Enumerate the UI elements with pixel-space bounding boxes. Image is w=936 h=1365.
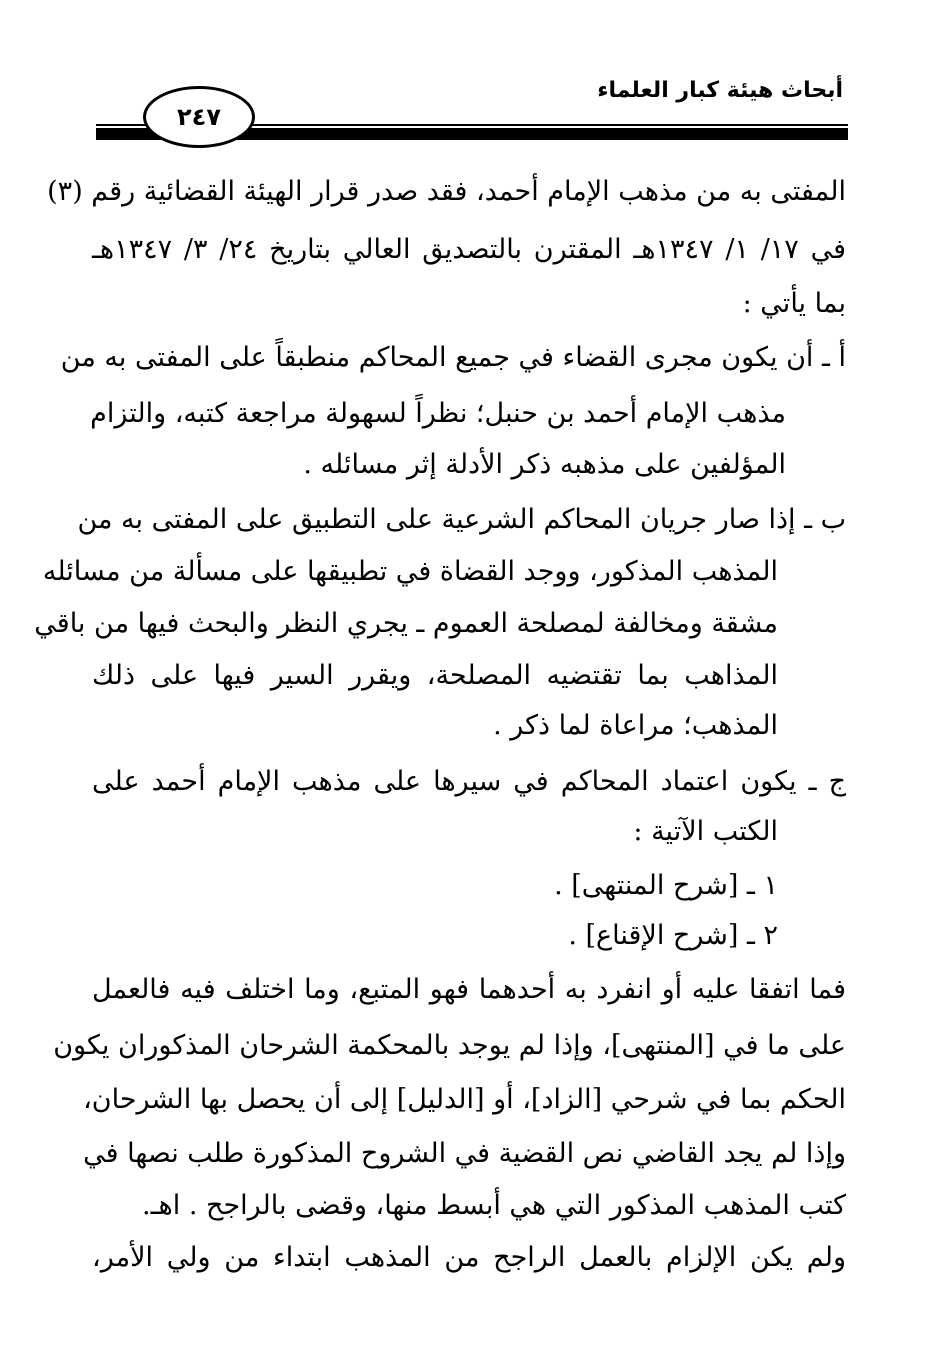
body-line: بما يأتي : xyxy=(742,288,846,319)
body-line: ١ ـ [شرح المنتهى] . xyxy=(554,870,778,901)
page-number xyxy=(143,86,255,148)
body-line: المفتى به من مذهب الإمام أحمد، فقد صدر قرار الهيئة القضائية رقم (٣) xyxy=(47,176,846,207)
body-line: ولم يكن الإلزام بالعمل الراجح من المذهب ابتداء من ولي الأمر، xyxy=(92,1242,846,1273)
body-line: المذاهب بما تقتضيه المصلحة، ويقرر السير فيها على ذلك xyxy=(92,660,778,691)
body-line: المذهب؛ مراعاة لما ذكر . xyxy=(493,710,778,741)
running-title: أبحاث هيئة كبار العلماء xyxy=(597,78,843,103)
body-line: الحكم بما في شرحي [الزاد]، أو [الدليل] إلى أن يحصل بها الشرحان، xyxy=(83,1084,846,1115)
body-line: على ما في [المنتهى]، وإذا لم يوجد بالمحكمة الشرحان المذكوران يكون xyxy=(53,1030,846,1061)
body-line: المؤلفين على مذهبه ذكر الأدلة إثر مسائله . xyxy=(303,449,786,480)
body-line: ج ـ يكون اعتماد المحاكم في سيرها على مذهب الإمام أحمد على xyxy=(92,766,846,797)
body-line: الكتب الآتية : xyxy=(633,816,778,847)
body-line: المذهب المذكور، ووجد القضاة في تطبيقها على مسألة من مسائله xyxy=(42,556,778,587)
body-line: في ١٧/ ١/ ١٣٤٧هـ المقترن بالتصديق العالي بتاريخ ٢٤/ ٣/ ١٣٤٧هـ xyxy=(92,234,846,265)
body-line: كتب المذهب المذكور التي هي أبسط منها، وقضى بالراجح . اهـ. xyxy=(142,1190,846,1221)
body-line: وإذا لم يجد القاضي نص القضية في الشروح المذكورة طلب نصها في xyxy=(83,1138,846,1169)
body-line: مشقة ومخالفة لمصلحة العموم ـ يجري النظر والبحث فيها من باقي xyxy=(34,608,778,639)
body-line: ٢ ـ [شرح الإقناع] . xyxy=(568,920,778,951)
body-line: فما اتفقا عليه أو انفرد به أحدهما فهو المتبع، وما اختلف فيه فالعمل xyxy=(92,974,846,1005)
body-line: ب ـ إذا صار جريان المحاكم الشرعية على التطبيق على المفتى به من xyxy=(77,504,846,535)
body-line: أ ـ أن يكون مجرى القضاء في جميع المحاكم منطبقاً على المفتى به من xyxy=(60,342,846,373)
page-number-text: ٢٤٧ xyxy=(177,103,221,131)
body-line: مذهب الإمام أحمد بن حنبل؛ نظراً لسهولة مراجعة كتبه، والتزام xyxy=(90,398,786,429)
